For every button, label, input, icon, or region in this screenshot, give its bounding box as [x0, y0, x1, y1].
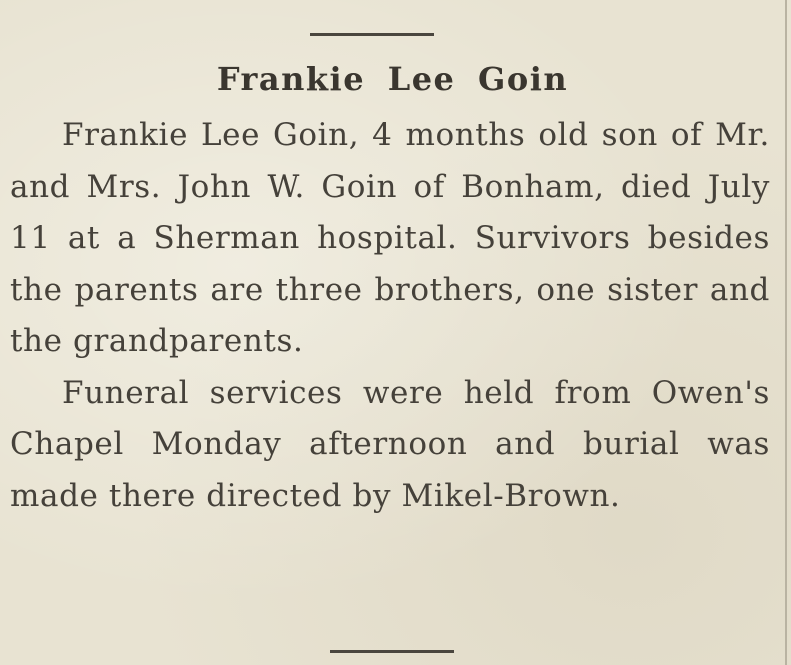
top-rule: [310, 33, 434, 36]
article-paragraph-2: Funeral services were held from Owen's Chapel Monday afternoon and burial was made there directed by Mikel-Brown.: [10, 374, 770, 514]
article-paragraph-1: Frankie Lee Goin, 4 months old son of Mr. and Mrs. John W. Goin of Bonham, died July 11 at a Sherman hospital. Survivors besides the parents are three brothers, one sister and the grandparents.: [10, 117, 770, 359]
column-divider: [785, 0, 787, 665]
article-headline: Frankie Lee Goin: [216, 60, 569, 98]
article-body: [10, 110, 770, 522]
bottom-rule: [330, 650, 454, 653]
